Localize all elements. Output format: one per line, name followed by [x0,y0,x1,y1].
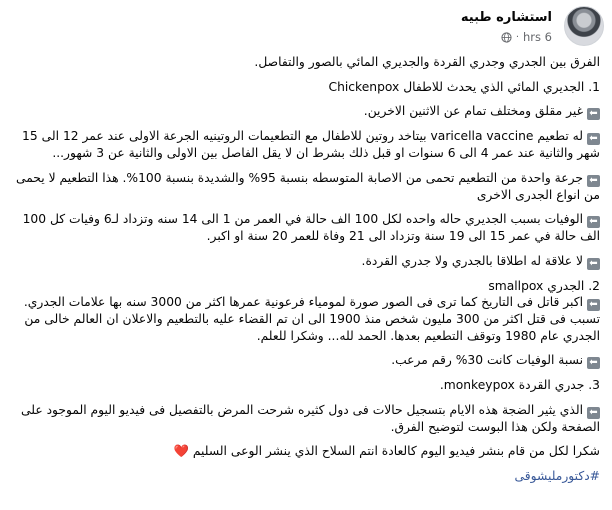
closing-text: شكرا لكل من قام بنشر فيديو اليوم كالعادة انتم السلاح الذي ينشر الوعى السليم ❤️ [173,444,600,458]
bullet-1-4: ⬅الوفيات بسبب الجديري حاله واحده لكل 100 الف حالة في العمر من 1 الى 14 سنه وتزداد لـ6 وفيات كل 100 الف حالة في عمر 15 الى 19 سنة وتزداد الى 21 وفاة للعمر 20 سنة او اكبر. [22,212,600,243]
post-body [10,54,600,484]
heart-icon: ❤️ [173,444,189,458]
left-arrow-box-icon: ⬅ [587,258,600,270]
author-name[interactable]: استشاره طبيه [460,10,552,25]
left-arrow-box-icon: ⬅ [587,175,600,187]
post-title: الفرق بين الجدري وجدري القردة والجديري المائي بالصور والتفاصل. [254,55,600,69]
separator-dot: · [515,31,519,43]
bullet-1-5: ⬅لا علاقة له اطلاقا بالجدري ولا جدري القردة. [10,253,600,270]
left-arrow-box-icon: ⬅ [587,133,600,145]
post-header [8,6,604,46]
post-meta [501,30,552,44]
left-arrow-box-icon: ⬅ [587,407,600,419]
section-1-heading: 1. الجديري المائي الذي يحدث للاطفال Chickenpox [328,79,600,94]
bullet-2-2: ⬅نسبة الوفيات كانت 30% رقم مرعب. [10,352,600,369]
timestamp[interactable]: 6 hrs [523,30,552,44]
left-arrow-box-icon: ⬅ [587,216,600,228]
bullet-1-3: ⬅جرعة واحدة من التطعيم تحمى من الاصابة المتوسطه بنسبة 95% والشديدة بنسبة 100%. هذا التطعيم لا يحمى من انواع الجدرى الاخرى [15,170,600,202]
left-arrow-box-icon: ⬅ [587,357,600,369]
section-2-text: تسبب فى قتل اكثر من 300 مليون شخص منذ 1900 الى ان تم القضاء عليه بالتطعيم والاعلان ان العالم خالى من الجدري عام 1980 وتوقف التطعيم بعدها. الحمد لله... وشكرا للعلم. [24,312,600,343]
bullet-1-2: ⬅له تطعيم varicella vaccine بيتاخد روتين للاطفال مع التطعيمات الروتينيه الجرعة الاولى عند عمر 12 الى 15 شهر والثانية عند عمر 4 الى 6 سنوات او قبل ذلك بشرط ان لا يقل الفاصل بين الاولى والثانية عن 3 شهور... [22,129,600,160]
left-arrow-box-icon: ⬅ [587,108,600,120]
section-2-heading: 2. الجدري smallpox [488,278,600,293]
bullet-1-1: ⬅غير مقلق ومختلف تمام عن الاثنين الاخرين. [10,103,600,120]
hashtag-link[interactable]: #دكتورمليشوقى [514,468,600,483]
bullet-2-1: ⬅اكبر قاتل فى التاريخ كما ترى فى الصور صورة لمومياء فرعونية عمرها اكثر من 3000 سنه بها علامات الجدري. [10,294,600,311]
avatar[interactable] [564,6,604,46]
bullet-3-1: ⬅الذي يثير الضجة هذه الايام بتسجيل حالات فى دول كثيره شرحت المرض بالتفصيل فى فيديو اليوم الموجود على الصفحة ولكن هذا البوست لتوضيح الفرق. [21,402,600,434]
section-3-heading: 3. جدري القردة monkeypox. [439,378,600,392]
left-arrow-box-icon: ⬅ [587,299,600,311]
globe-icon[interactable] [501,32,512,43]
